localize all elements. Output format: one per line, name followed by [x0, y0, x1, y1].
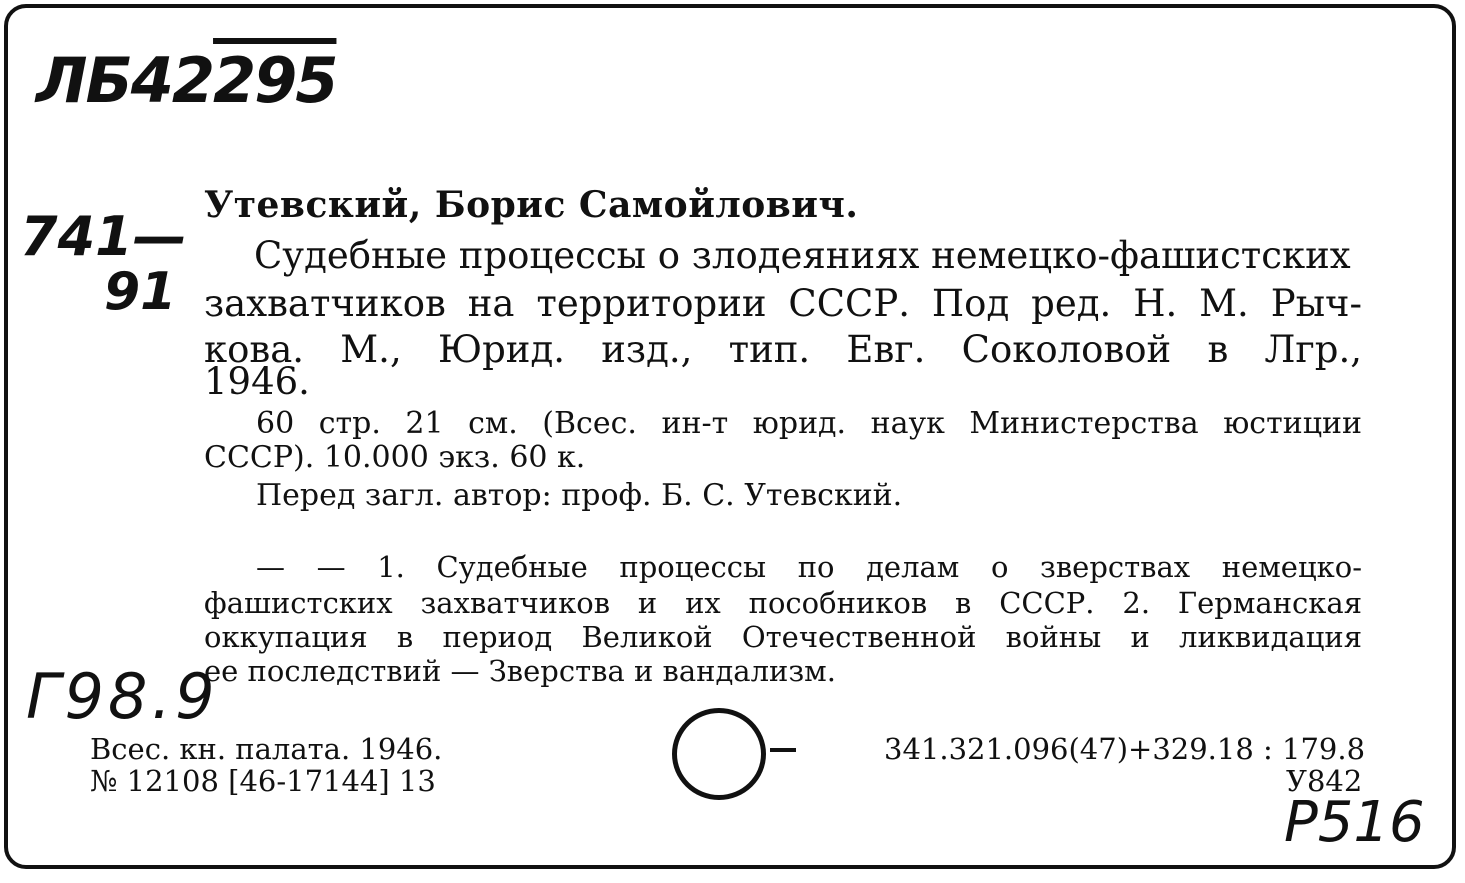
- handwritten-code-lower: 91: [104, 262, 177, 322]
- subject-line-4: ее последствий — Зверства и вандализм.: [204, 654, 836, 688]
- handwritten-code-upper: 741—: [20, 205, 187, 268]
- handwritten-code-bottom: Г98.9: [26, 660, 219, 733]
- subject-line-2: фашистских захватчиков и их пособников в СССР. 2. Германская: [204, 586, 1362, 620]
- title-line-4: 1946.: [204, 360, 310, 403]
- stamp-circle: [672, 708, 766, 800]
- title-line-2: захватчиков на территории СССР. Под ред. Н. М. Рыч-: [204, 282, 1362, 325]
- stamp-mark: [770, 748, 796, 752]
- handwritten-code-right: P516: [1284, 790, 1425, 855]
- classification-index: 341.321.096(47)+329.18 : 179.8: [884, 732, 1366, 766]
- handwritten-shelf-code: ЛБ42295: [36, 44, 337, 117]
- title-line-3: кова. М., Юрид. изд., тип. Евг. Соколовой в Лгр.,: [204, 328, 1362, 371]
- cutter-number: У842: [1286, 764, 1363, 798]
- registration-number: № 12108 [46-17144] 13: [90, 764, 436, 798]
- subject-line-3: оккупация в период Великой Отечественной войны и ликвидация: [204, 620, 1362, 654]
- card-author: Утевский, Борис Самойлович.: [204, 184, 859, 226]
- physical-line-1: 60 стр. 21 см. (Всес. ин-т юрид. наук Министерства юстиции: [256, 406, 1362, 441]
- author-note: Перед загл. автор: проф. Б. С. Утевский.: [256, 478, 903, 513]
- title-line-1: Судебные процессы о злодеяниях немецко-фашистских: [254, 234, 1351, 277]
- subject-line-1: — — 1. Судебные процессы по делам о зверствах немецко-: [256, 550, 1362, 584]
- physical-line-2: СССР). 10.000 экз. 60 к.: [204, 440, 586, 475]
- book-chamber: Всес. кн. палата. 1946.: [90, 732, 443, 766]
